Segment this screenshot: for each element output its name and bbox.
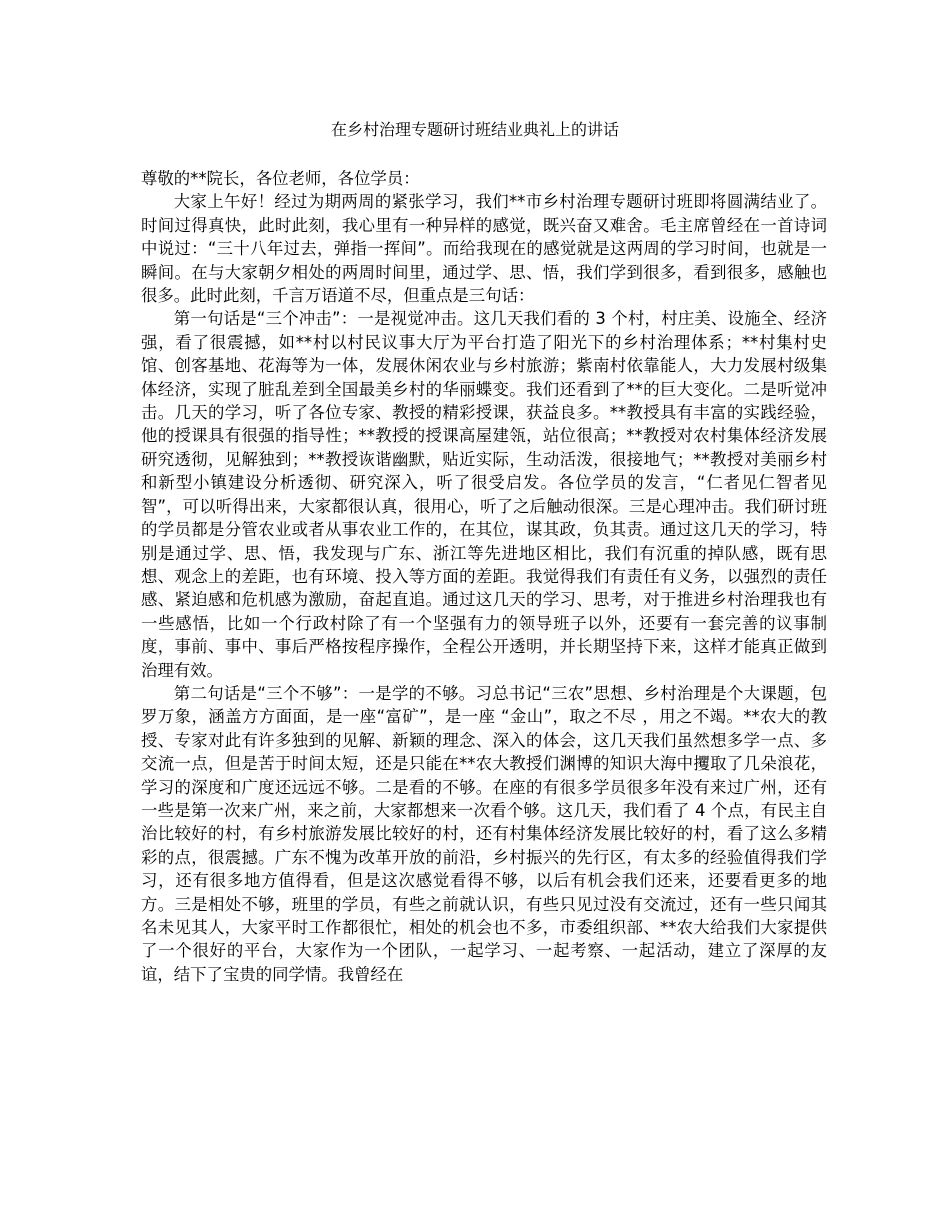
paragraph-three-insufficiencies: 第二句话是“三个不够”：一是学的不够。习总书记“三农”思想、乡村治理是个大课题，包罗万象，涵盖方方面面，是一座“富矿”，是一座 “金山”，取之不尽 ，用之不竭。**农大的教授、专家对此有许多独到的见解、新颖的理念、深入的体会，这几天我们虽然想多学一点、多交流一点，但是苦于时间太短，还是只能在**农大教授们渊博的知识大海中攫取了几朵浪花，学习的深度和广度还远远不够。二是看的不够。在座的有很多学员很多年没有来过广州，还有一些是第一次来广州，来之前，大家都想来一次看个够。这几天，我们看了 4 个点，有民主自治比较好的村，有乡村旅游发展比较好的村，还有村集体经济发展比较好的村，看了这么多精彩的点，很震撼。广东不愧为改革开放的前沿，乡村振兴的先行区，有太多的经验值得我们学习，还有很多地方值得看，但是这次感觉看得不够，以后有机会我们还来，还要看更多的地方。三是相处不够，班里的学员，有些之前就认识，有些只见过没有交流过，还有一些只闻其名未见其人，大家平时工作都很忙，相处的机会也不多，市委组织部、**农大给我们大家提供了一个很好的平台，大家作为一个团队，一起学习、一起考察、一起活动，建立了深厚的友谊，结下了宝贵的同学情。我曾经在 [141, 683, 827, 984]
paragraph-three-impacts: 第一句话是“三个冲击”：一是视觉冲击。这几天我们看的 3 个村，村庄美、设施全、经济强，看了很震撼，如**村以村民议事大厅为平台打造了阳光下的乡村治理体系；**村集村史馆、创客基地、花海等为一体，发展休闲农业与乡村旅游；紫南村依靠能人，大力发展村级集体经济，实现了脏乱差到全国最美乡村的华丽蝶变。我们还看到了**的巨大变化。二是听觉冲击。几天的学习，听了各位专家、教授的精彩授课，获益良多。**教授具有丰富的实践经验，他的授课具有很强的指导性；**教授的授课高屋建瓴，站位很高；**教授对农村集体经济发展研究透彻，见解独到；**教授诙谐幽默，贴近实际，生动活泼，很接地气；**教授对美丽乡村和新型小镇建设分析透彻、研究深入，听了很受启发。各位学员的发言，“仁者见仁智者见智”，可以听得出来，大家都很认真，很用心，听了之后触动很深。三是心理冲击。我们研讨班的学员都是分管农业或者从事农业工作的，在其位，谋其政，负其责。通过这几天的学习，特别是通过学、思、悟，我发现与广东、浙江等先进地区相比，我们有沉重的掉队感，既有思想、观念上的差距，也有环境、投入等方面的差距。我觉得我们有责任有义务，以强烈的责任感、紧迫感和危机感为激励，奋起直追。通过这几天的学习、思考，对于推进乡村治理我也有一些感悟，比如一个行政村除了有一个坚强有力的领导班子以外，还要有一套完善的议事制度，事前、事中、事后严格按程序操作，全程公开透明，并长期坚持下来，这样才能真正做到治理有效。 [141, 309, 827, 680]
paragraph-opening: 大家上午好！经过为期两周的紧张学习，我们**市乡村治理专题研讨班即将圆满结业了。时间过得真快，此时此刻，我心里有一种异样的感觉，既兴奋又难舍。毛主席曾经在一首诗词中说过：“三十八年过去，弹指一挥间”。而给我现在的感觉就是这两周的学习时间，也就是一瞬间。在与大家朝夕相处的两周时间里，通过学、思、悟，我们学到很多，看到很多，感触也很多。此时此刻，千言万语道不尽，但重点是三句话： [141, 192, 827, 306]
document-title: 在乡村治理专题研讨班结业典礼上的讲话 [330, 120, 619, 139]
document-body [141, 167, 827, 986]
salutation: 尊敬的**院长，各位老师，各位学员： [141, 169, 420, 188]
